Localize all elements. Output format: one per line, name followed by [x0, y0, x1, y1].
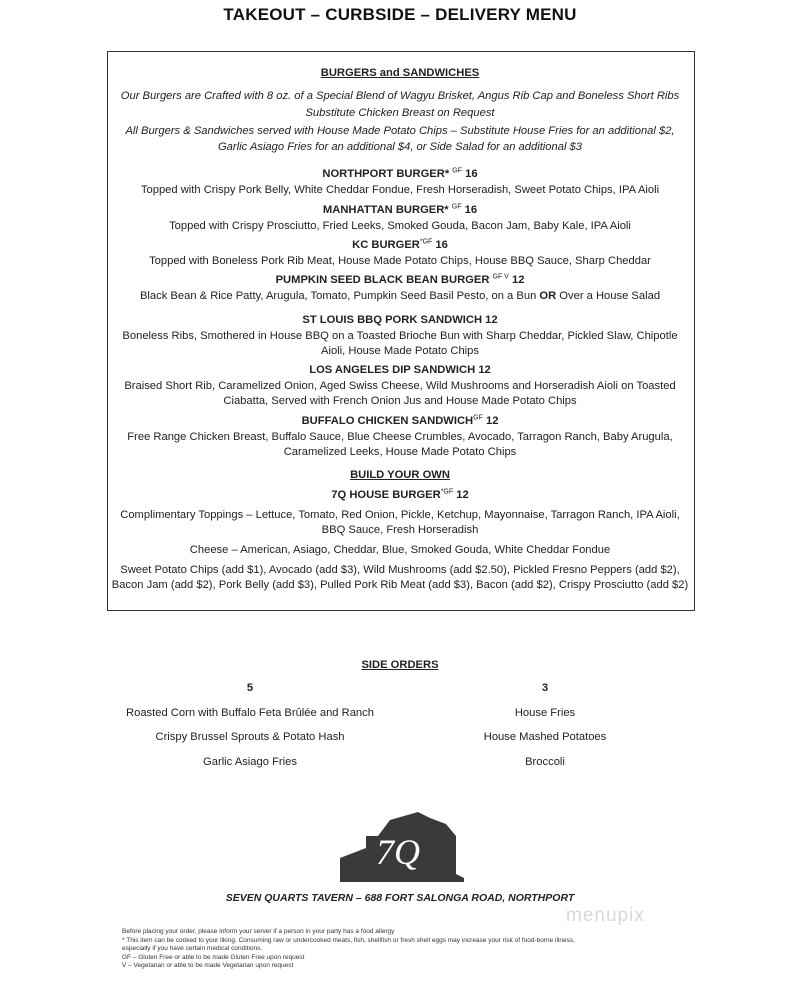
item-description: Boneless Ribs, Smothered in House BBQ on a Toasted Brioche Bun with Sharp Cheddar, Pickled Slaw, Chipotle: [122, 330, 678, 342]
sides-left-column: [100, 682, 400, 768]
burgers-intro-line: Garlic Asiago Fries for an additional $4, or Side Salad for an additional $3: [217, 141, 582, 153]
menu-item-7q-house-burger: [0, 488, 800, 503]
watermark: menupix: [566, 905, 645, 926]
item-price: 12: [485, 314, 498, 326]
side-item: Garlic Asiago Fries: [203, 756, 297, 768]
description-text: Over a House Salad: [556, 290, 661, 302]
burgers-intro-line: All Burgers & Sandwiches served with House Made Potato Chips – Substitute House Fries for an additional $2,: [125, 125, 675, 137]
dietary-marks: GF: [452, 167, 463, 175]
item-description: Aioli, House Made Potato Chips: [321, 345, 479, 357]
menu-item-manhattan-burger: [0, 203, 800, 218]
item-price: 16: [465, 168, 478, 180]
logo-text: 7Q: [376, 832, 420, 872]
side-item: Crispy Brussel Sprouts & Potato Hash: [155, 731, 345, 743]
item-price: 16: [435, 239, 448, 251]
burgers-intro-line: Our Burgers are Crafted with 8 oz. of a Special Blend of Wagyu Brisket, Angus Rib Cap and Boneless Short Ribs: [120, 90, 680, 102]
side-item: Roasted Corn with Buffalo Feta Brûlée and Ranch: [126, 707, 374, 719]
footnote: * This item can be cooked to your liking. Consuming raw or undercooked meats, fish, shellfish or fresh shell eggs may increase your risk of food-borne illness,: [122, 936, 575, 944]
restaurant-address: SEVEN QUARTS TAVERN – 688 FORT SALONGA ROAD, NORTHPORT: [225, 892, 575, 904]
menu-item-st-louis-sandwich: [0, 313, 800, 328]
item-name: PUMPKIN SEED BLACK BEAN BURGER: [275, 274, 490, 286]
side-item: House Fries: [514, 707, 576, 719]
item-price: 16: [464, 204, 478, 216]
cheese-line: Cheese – American, Asiago, Cheddar, Blue, Smoked Gouda, White Cheddar Fondue: [189, 544, 611, 556]
item-price: 12: [456, 489, 469, 501]
item-description: Caramelized Leeks, House Made Potato Chips: [283, 446, 517, 458]
dietary-marks: *GF: [440, 488, 454, 496]
side-orders-heading: SIDE ORDERS: [361, 659, 439, 671]
side-item: Broccoli: [525, 756, 565, 768]
page-title: TAKEOUT – CURBSIDE – DELIVERY MENU: [223, 5, 577, 24]
item-price: 12: [478, 364, 491, 376]
toppings-line: Complimentary Toppings – Lettuce, Tomato, Red Onion, Pickle, Ketchup, Mayonnaise, Tarragon Ranch, IPA Aioli,: [120, 509, 680, 521]
item-description: Topped with Boneless Pork Rib Meat, House Made Potato Chips, House BBQ Sauce, Sharp Cheddar: [149, 255, 651, 267]
dietary-marks: *GF: [419, 238, 433, 246]
burgers-heading: BURGERS and SANDWICHES: [320, 67, 480, 79]
item-price: 12: [485, 415, 499, 427]
sides-left-price: 5: [246, 682, 254, 694]
footnote: V – Vegetarian or able to be made Vegetarian upon request: [122, 962, 294, 970]
build-your-own-heading: BUILD YOUR OWN: [350, 469, 450, 481]
item-description: [0, 289, 800, 304]
footnote: especially if you have certain medical conditions.: [122, 945, 263, 953]
item-name: ST LOUIS BBQ PORK SANDWICH: [302, 314, 483, 326]
item-description: Ciabatta, Served with French Onion Jus and House Made Potato Chips: [223, 395, 577, 407]
dietary-marks: GF V: [492, 273, 509, 281]
menu-item-buffalo-sandwich: [0, 414, 800, 429]
item-description: Topped with Crispy Pork Belly, White Cheddar Fondue, Fresh Horseradish, Sweet Potato Chips, IPA Aioli: [140, 184, 660, 196]
menu-item-los-angeles-sandwich: [0, 363, 800, 378]
dietary-marks: GF: [451, 203, 462, 211]
footnote: GF – Gluten Free or able to be made Gluten Free upon request: [122, 953, 305, 961]
item-name: KC BURGER: [352, 239, 420, 251]
tavern-house-icon: [338, 806, 466, 888]
item-name: LOS ANGELES DIP SANDWICH: [309, 364, 476, 376]
dietary-marks: GF: [473, 414, 483, 422]
menu-item-pumpkin-seed-burger: [0, 273, 800, 288]
menu-item-northport-burger: [0, 167, 800, 182]
item-name: 7Q HOUSE BURGER: [331, 489, 441, 501]
sides-right-column: [445, 682, 645, 768]
burgers-intro-line: Substitute Chicken Breast on Request: [305, 107, 495, 119]
sides-right-price: 3: [541, 682, 549, 694]
item-description: Free Range Chicken Breast, Buffalo Sauce, Blue Cheese Crumbles, Avocado, Tarragon Ranch, Baby Arugula,: [127, 431, 673, 443]
item-name: MANHATTAN BURGER*: [322, 204, 449, 216]
footnotes: [122, 928, 575, 971]
addons-line: Sweet Potato Chips (add $1), Avocado (add $3), Wild Mushrooms (add $2.50), Pickled Fresno Peppers (add $2),: [120, 564, 680, 576]
item-name: NORTHPORT BURGER*: [322, 168, 450, 180]
description-text: Black Bean & Rice Patty, Arugula, Tomato, Pumpkin Seed Basil Pesto, on a Bun: [139, 290, 540, 302]
toppings-line: BBQ Sauce, Fresh Horseradish: [321, 524, 479, 536]
description-or: OR: [539, 290, 557, 302]
item-name: BUFFALO CHICKEN SANDWICH: [301, 415, 474, 427]
item-price: 12: [511, 274, 525, 286]
menu-item-kc-burger: [0, 238, 800, 253]
addons-line: Bacon Jam (add $2), Pork Belly (add $3), Pulled Pork Rib Meat (add $3), Bacon (add $2), Crispy Prosciutto (add $2): [111, 579, 689, 591]
footnote: Before placing your order, please inform your server if a person in your party has a food allergy: [122, 928, 395, 935]
side-item: House Mashed Potatoes: [483, 731, 607, 743]
item-description: Topped with Crispy Prosciutto, Fried Leeks, Smoked Gouda, Bacon Jam, Baby Kale, IPA Aioli: [169, 220, 631, 232]
item-description: Braised Short Rib, Caramelized Onion, Aged Swiss Cheese, Wild Mushrooms and Horseradish Aioli on Toasted: [124, 380, 676, 392]
